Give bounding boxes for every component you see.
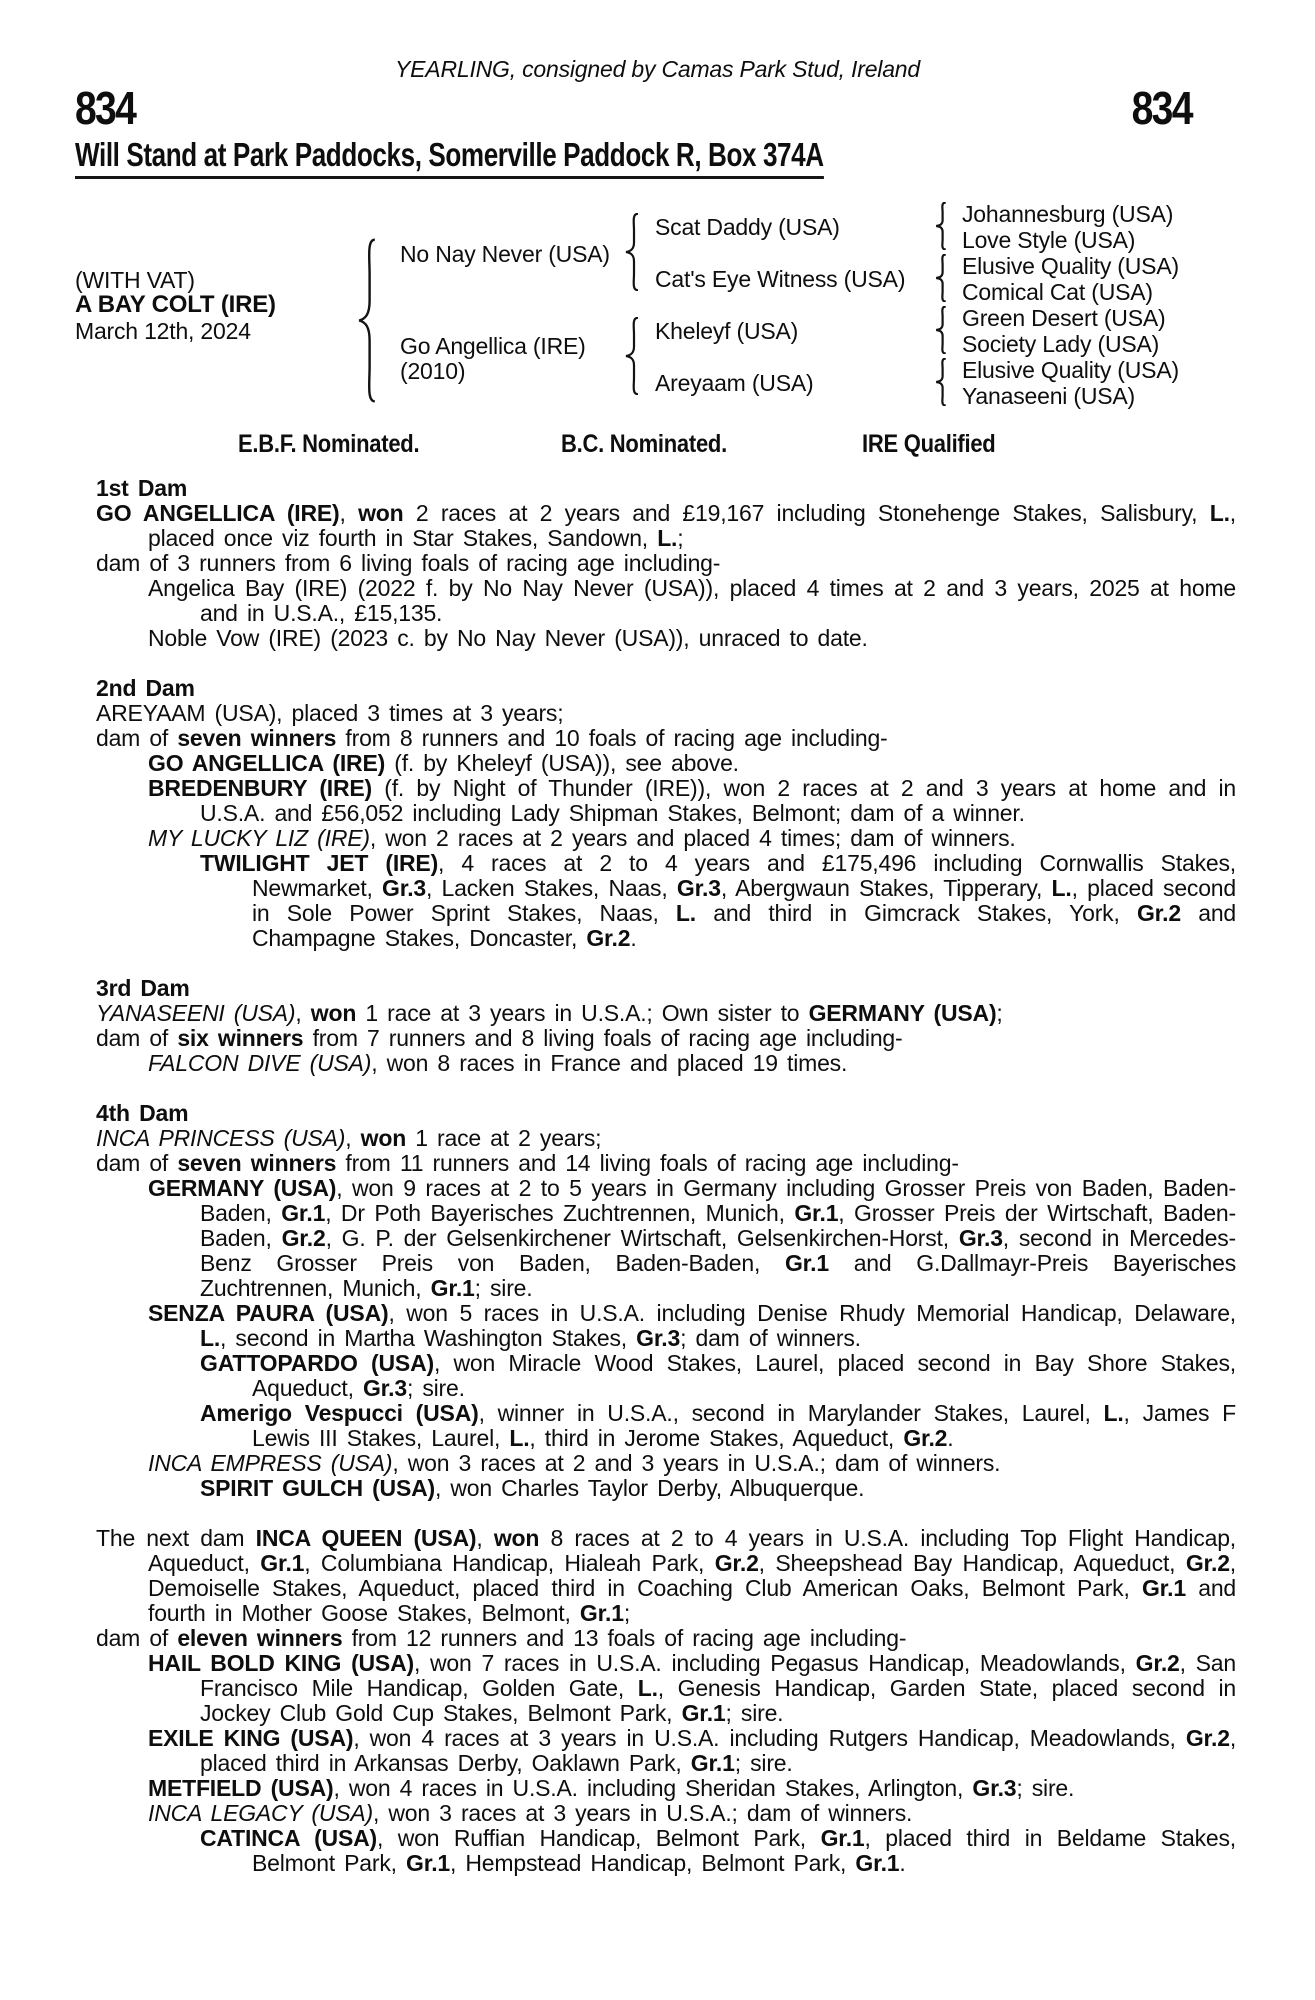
lot-number-right: 834 [1131,82,1192,134]
damsire-name: Kheleyf (USA) [655,318,799,344]
bold-text: Gr.1 [260,1550,305,1576]
dam-section [96,476,1236,651]
plain-text: dam of [96,725,178,751]
bold-text: GERMANY (USA) [808,1000,997,1026]
bold-text: won [360,1125,407,1151]
catalogue-paragraph [96,551,1236,576]
plain-text: , won Ruffian Handicap, Belmont Park, [376,1825,821,1851]
plain-text: 1 race at 2 years; [406,1125,602,1151]
catalogue-paragraph [96,1776,1236,1801]
ire-qualified-label: IRE Qualified [862,430,996,458]
plain-text: 1 race at 3 years in U.S.A.; Own sister to [356,1000,809,1026]
catalogue-paragraph [96,701,1236,726]
bold-text: INCA QUEEN (USA) [255,1525,477,1551]
pedigree-brace [933,254,949,302]
catalogue-paragraph [96,1176,1236,1301]
bold-text: Gr.3 [958,1225,1003,1251]
plain-text: from 11 runners and 14 living foals of racing age including- [336,1150,959,1176]
plain-text: from 7 runners and 8 living foals of racing age including- [303,1025,903,1051]
plain-text: , second in Martha Washington Stakes, [220,1325,637,1351]
plain-text: ; sire. [734,1750,793,1776]
catalogue-paragraph [96,1801,1236,1826]
plain-text: (f. by Kheleyf (USA)), see above. [385,750,739,776]
bold-text: BREDENBURY (IRE) [148,775,372,801]
bold-text: Gr.1 [1141,1575,1186,1601]
bold-text: L. [1051,875,1072,901]
plain-text: 8 races at 2 to 4 years in U.S.A. including Top Flight Handicap, Aqueduct, [148,1525,1236,1576]
plain-text: ; sire. [725,1700,784,1726]
bold-text: Gr.2 [586,925,631,951]
dam-section-heading: 1st Dam [96,475,188,501]
bold-text: Gr.3 [636,1325,681,1351]
plain-text: , won 2 races at 2 years and placed 4 times; dam of winners. [369,825,1016,851]
bold-text: CATINCA (USA) [200,1825,377,1851]
plain-text: ; [623,1600,631,1626]
plain-text: , won 9 races at 2 to 5 years in Germany including Grosser Preis von Baden, Baden-Baden, [200,1175,1236,1226]
catalogue-paragraph [96,1126,1236,1151]
catalogue-paragraph [96,1401,1236,1451]
bold-text: SENZA PAURA (USA) [148,1300,389,1326]
pedigree-brace [933,358,949,406]
catalogue-paragraph [96,1526,1236,1626]
plain-text: ; [677,525,684,551]
bold-text: Gr.1 [579,1600,624,1626]
catalogue-paragraph [96,501,1236,551]
plain-text: , winner in U.S.A., second in Marylander Stakes, Laurel, [478,1400,1104,1426]
catalogue-paragraph [96,1826,1236,1876]
stand-location-line [75,138,1240,178]
colt-name: A BAY COLT (IRE) [75,291,276,318]
plain-text: , Genesis Handicap, Garden State, placed second in Jockey Club Gold Cup Stakes, Belmont Park, [200,1675,1236,1726]
lot-number-row [75,82,1240,134]
bold-text: SPIRIT GULCH (USA) [200,1475,435,1501]
plain-text: and third in Gimcrack Stakes, York, [695,900,1137,926]
plain-text: , [345,1125,361,1151]
italic-text: INCA PRINCESS (USA) [96,1125,346,1151]
grandsire-name: Scat Daddy (USA) [655,214,840,240]
catalogue-paragraph [96,826,1236,851]
catalogue-paragraph [96,726,1236,751]
dam-section [96,1526,1236,1876]
plain-text: , won 3 races at 2 and 3 years in U.S.A.; dam of winners. [392,1450,1001,1476]
plain-text: ; [996,1000,1003,1026]
plain-text: dam of [96,1150,178,1176]
bold-text: Gr.1 [281,1200,326,1226]
catalogue-paragraph [96,1476,1236,1501]
pedigree-brace [622,317,642,395]
plain-text: , won 7 races in U.S.A. including Pegasus Handicap, Meadowlands, [413,1650,1136,1676]
plain-text: , won 4 races in U.S.A. including Sheridan Stakes, Arlington, [333,1775,973,1801]
bold-text: Gr.3 [382,875,426,901]
dam-section [96,1101,1236,1501]
catalogue-paragraph [96,1351,1236,1401]
bold-text: Gr.1 [794,1200,839,1226]
bold-text: L. [1103,1400,1124,1426]
plain-text: , Dr Poth Bayerisches Zuchtrennen, Munich, [325,1200,795,1226]
bold-text: Amerigo Vespucci (USA) [200,1400,479,1426]
bold-text: TWILIGHT JET (IRE) [200,850,439,876]
bold-text: Gr.2 [281,1225,326,1251]
plain-text: , placed once viz fourth in Star Stakes, Sandown, [148,500,1236,551]
bold-text: Gr.2 [1136,900,1181,926]
catalogue-paragraph [96,1651,1236,1726]
bold-text: HAIL BOLD KING (USA) [148,1650,414,1676]
pedigree-tree [75,198,1240,430]
plain-text: , [476,1525,494,1551]
dam-year: (2010) [400,358,466,384]
bold-text: L. [675,900,696,926]
bold-text: won [310,1000,357,1026]
plain-text: 2 races at 2 years and £19,167 including Stonehenge Stakes, Salisbury, [403,500,1210,526]
bold-text: seven winners [177,725,337,751]
plain-text: , Lacken Stakes, Naas, [426,875,677,901]
bold-text: eleven winners [177,1625,343,1651]
catalogue-paragraph [96,751,1236,776]
catalogue-paragraph [96,576,1236,626]
dam-section-heading: 2nd Dam [96,675,195,701]
catalogue-paragraph [96,1726,1236,1776]
plain-text: , won 8 races in France and placed 19 times. [371,1050,848,1076]
catalogue-paragraph [96,1301,1236,1351]
bold-text: Gr.2 [1185,1725,1230,1751]
bold-text: EXILE KING (USA) [148,1725,354,1751]
gen3-name: Green Desert (USA) [962,305,1166,331]
plain-text: Noble Vow (IRE) (2023 c. by No Nay Never (USA)), unraced to date. [148,625,868,651]
bold-text: Gr.2 [714,1550,759,1576]
pedigree-brace [354,238,380,403]
catalogue-paragraph [96,1626,1236,1651]
bold-text: Gr.1 [820,1825,865,1851]
plain-text: (f. by Night of Thunder (IRE)), won 2 races at 2 and 3 years at home and in U.S.A. and £56,052 including Lady Shipman Stakes, Belmont; dam of a winner. [200,775,1236,826]
dam-section [96,676,1236,951]
plain-text: , placed second in Sole Power Sprint Stakes, Naas, [252,875,1236,926]
plain-text: and Champagne Stakes, Doncaster, [252,900,1236,951]
plain-text: , won 3 races at 3 years in U.S.A.; dam of winners. [373,1800,913,1826]
gen3-name: Elusive Quality (USA) [962,357,1179,383]
catalogue-paragraph [96,776,1236,826]
bold-text: Gr.1 [430,1275,475,1301]
dam-section-heading: 3rd Dam [96,975,190,1001]
gen3-name: Comical Cat (USA) [962,279,1153,305]
italic-text: INCA LEGACY (USA) [148,1800,373,1826]
plain-text: and fourth in Mother Goose Stakes, Belmont, [148,1575,1237,1626]
bold-text: L. [200,1325,221,1351]
plain-text: ; sire. [406,1375,465,1401]
bold-text: seven winners [177,1150,337,1176]
plain-text: , won Charles Taylor Derby, Albuquerque. [434,1475,865,1501]
catalogue-paragraph [96,1451,1236,1476]
plain-text: , Columbiana Handicap, Hialeah Park, [304,1550,715,1576]
plain-text: from 8 runners and 10 foals of racing age including- [336,725,888,751]
bold-text: Gr.3 [362,1375,407,1401]
gen3-name: Yanaseeni (USA) [962,383,1135,409]
bold-text: Gr.1 [855,1850,900,1876]
plain-text: dam of [96,1625,178,1651]
dam-section [96,976,1236,1076]
italic-text: INCA EMPRESS (USA) [148,1450,393,1476]
bold-text: Gr.2 [1135,1650,1180,1676]
dam-section-heading: 4th Dam [96,1100,189,1126]
plain-text: , [339,500,359,526]
plain-text: , won 5 races in U.S.A. including Denise Rhudy Memorial Handicap, Delaware, [388,1300,1236,1326]
plain-text: dam of [96,1025,178,1051]
plain-text: dam of 3 runners from 6 living foals of racing age including- [96,550,721,576]
gen3-name: Elusive Quality (USA) [962,253,1179,279]
bold-text: GERMANY (USA) [148,1175,337,1201]
plain-text: ; sire. [1016,1775,1075,1801]
bold-text: Gr.2 [1185,1550,1230,1576]
bold-text: Gr.3 [676,875,721,901]
lot-number-left: 834 [75,82,136,134]
bold-text: L. [509,1425,530,1451]
plain-text: , San Francisco Mile Handicap, Golden Gate, [200,1650,1236,1701]
plain-text: , G. P. der Gelsenkirchener Wirtschaft, Gelsenkirchen-Horst, [325,1225,959,1251]
catalogue-paragraph [96,851,1236,951]
plain-text: and G.Dallmayr-Preis Bayerisches Zuchtrennen, Munich, [200,1250,1236,1301]
bold-text: L. [1209,500,1230,526]
granddam-name: Cat's Eye Witness (USA) [655,266,906,292]
pedigree-text [96,476,1236,1876]
italic-text: YANASEENI (USA) [96,1000,296,1026]
bold-text: GO ANGELLICA (IRE) [96,500,340,526]
second-dam-name: Areyaam (USA) [655,370,814,396]
plain-text: ; sire. [474,1275,533,1301]
plain-text: , placed third in Arkansas Derby, Oaklawn Park, [200,1725,1237,1776]
catalogue-paragraph [96,1001,1236,1026]
italic-text: FALCON DIVE (USA) [148,1050,372,1076]
catalogue-paragraph [96,1026,1236,1051]
bold-text: Gr.1 [784,1250,829,1276]
sire-name: No Nay Never (USA) [400,241,610,267]
pedigree-brace [933,202,949,250]
dam-name: Go Angellica (IRE) [400,333,586,359]
nominations-row [75,430,1240,457]
bold-text: Gr.3 [972,1775,1017,1801]
plain-text: , Abergwaun Stakes, Tipperary, [720,875,1052,901]
italic-text: MY LUCKY LIZ (IRE) [148,825,370,851]
plain-text: from 12 runners and 13 foals of racing age including- [342,1625,907,1651]
catalogue-paragraph [96,626,1236,651]
plain-text: , James F Lewis III Stakes, Laurel, [252,1400,1236,1451]
bold-text: six winners [177,1025,304,1051]
pedigree-brace [622,213,642,291]
plain-text: , third in Jerome Stakes, Aqueduct, [529,1425,904,1451]
catalogue-paragraph [96,1151,1236,1176]
gen3-name: Society Lady (USA) [962,331,1160,357]
plain-text: , won Miracle Wood Stakes, Laurel, placed second in Bay Shore Stakes, Aqueduct, [252,1350,1236,1401]
gen3-name: Love Style (USA) [962,227,1136,253]
consignor-line: YEARLING, consigned by Camas Park Stud, Ireland [395,56,920,82]
plain-text: , placed third in Beldame Stakes, Belmont Park, [252,1825,1236,1876]
plain-text: . [947,1425,954,1451]
plain-text: The next dam [96,1525,256,1551]
bold-text: Gr.1 [690,1750,735,1776]
stand-location-text: Will Stand at Park Paddocks, Somerville Paddock R, Box 374A [75,138,824,179]
plain-text: , won 4 races at 3 years in U.S.A. including Rutgers Handicap, Meadowlands, [353,1725,1186,1751]
ebf-nominated-label: E.B.F. Nominated. [238,430,420,458]
bold-text: GATTOPARDO (USA) [200,1350,434,1376]
bold-text: Gr.2 [903,1425,948,1451]
bold-text: GO ANGELLICA (IRE) [148,750,386,776]
plain-text: . [630,925,637,951]
gen3-name: Johannesburg (USA) [962,201,1174,227]
plain-text: AREYAAM (USA), placed 3 times at 3 years; [96,700,564,726]
bold-text: Gr.1 [406,1850,451,1876]
bold-text: METFIELD (USA) [148,1775,334,1801]
bold-text: L. [637,1675,658,1701]
bc-nominated-label: B.C. Nominated. [561,430,727,458]
foal-date: March 12th, 2024 [75,318,251,344]
plain-text: , Hempstead Handicap, Belmont Park, [450,1850,856,1876]
bold-text: Gr.1 [681,1700,726,1726]
plain-text: Angelica Bay (IRE) (2022 f. by No Nay Never (USA)), placed 4 times at 2 and 3 years, 2025 at home and in U.S.A., £15,135. [148,575,1236,626]
plain-text: ; dam of winners. [680,1325,861,1351]
catalogue-paragraph [96,1051,1236,1076]
plain-text: , 4 races at 2 to 4 years and £175,496 including Cornwallis Stakes, Newmarket, [252,850,1236,901]
plain-text: , Grosser Preis der Wirtschaft, Baden-Baden, [200,1200,1236,1251]
plain-text: , [295,1000,311,1026]
plain-text: , Sheepshead Bay Handicap, Aqueduct, [758,1550,1186,1576]
plain-text: , Demoiselle Stakes, Aqueduct, placed third in Coaching Club American Oaks, Belmont Park, [148,1550,1236,1601]
bold-text: won [493,1525,540,1551]
plain-text: , second in Mercedes-Benz Grosser Preis von Baden, Baden-Baden, [200,1225,1236,1276]
bold-text: won [358,500,404,526]
vat-note: (WITH VAT) [75,267,195,293]
pedigree-brace [933,306,949,354]
bold-text: L. [657,525,678,551]
plain-text: . [899,1850,906,1876]
